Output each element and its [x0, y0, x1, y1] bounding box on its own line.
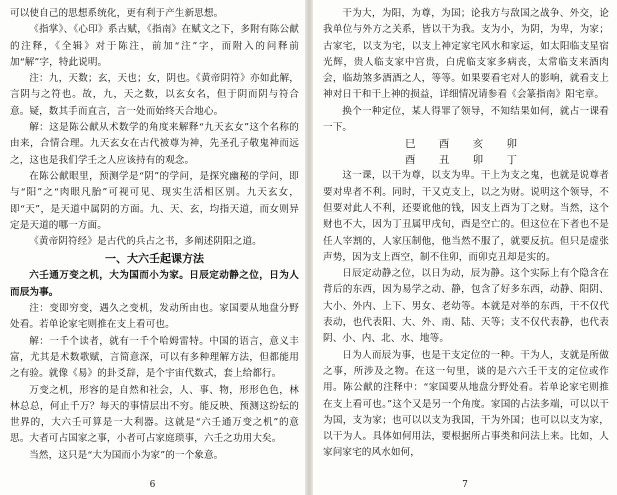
right-page-text: [323, 6, 609, 462]
paragraph: 当然，这只是“大为国而小为家”的一个象意。: [29, 449, 224, 461]
paragraph: 换个一种定位，某人得罪了领导，不知结果如何，就占一课看一下。: [323, 105, 609, 134]
left-page: [0, 0, 305, 495]
paragraph: 在陈公献眼里，预测学是“阴”的学问，是探究幽秘的学问，即与“阳”之“肉眼凡胎”可视可见、现实生活相区别。九天玄女，即“天”，是天道中属阴的方面。九、天、玄，均指天道，而女则异定是天道的哪一方面。: [10, 170, 299, 231]
bold-verse: 六壬通万变之机，大为国而小为家。日辰定动静之位，日为人而辰为事。: [10, 270, 299, 298]
paragraph: 注：变即穷变，遇久之变机，发动所由也。家国要从地盘分野处看。若单论家宅则推在支上看可也。: [10, 303, 299, 331]
paragraph: 解：一千个读者，就有一千个哈姆雷特。中国的语言，意义丰富，尤其是术数歌赋，言简意深，可以有多种理解方法，但都能用之有验。就像《易》的卦爻辞，是个宇宙代数式，套上给都行。: [10, 335, 299, 380]
paragraph: 万变之机，形容的是自然和社会，人、事、物，形形色色，林林总总，何止千万？每天的事情层出不穷。能反映、预测这纷纭的世界的，大六壬可算是一大利器。这就是“六壬通万变之机”的意思。大者可占国家之事，小者可占家庭琐事，六壬之功用大矣。: [10, 384, 299, 445]
paragraph: 可以使自己的思想系统化，更有利于产生新思想。: [10, 8, 224, 19]
paragraph: 这一课，以干为尊，以支为卑。干上为支之鬼，也就是说尊者要对卑者不利。同时，干又克支上，以之为财。说明这个领导，不但要对此人不利，还要讹他的钱，因支上酉为丁之财。当然，这个财也不大，因为丁丑属甲戌旬，酉是空亡的。但这位在下者也不是任人宰割的，人家压制他，他当然不服了，就要反抗。但只是虚张声势，因为支上酉空，制不住卯，而卯克丑却是实的。: [323, 170, 609, 263]
page-number: 6: [149, 480, 156, 490]
paragraph: 注：九，天数；玄，天也；女，阴也。《黄帝阴符》亦如此解，言阴与之符也。故，九，天之数，以玄女名，但于阴而阴与符合意。疑，数其手而直言，言一处而始终天合地心。: [10, 73, 299, 117]
page-number: 7: [462, 480, 468, 490]
divination-chart-row: 巳 酉 亥 卯: [404, 138, 527, 151]
section-title: 一、大六壬起课方法: [105, 252, 204, 266]
paragraph: 《指掌》、《心印》系古赋，《指南》在赋文之下，多附有陈公献的注释，《全辑》对于陈注，前加“注”字，而附入的问释前加“解”字，特此说明。: [10, 24, 299, 68]
paragraph: 解：这是陈公献从术数学的角度来解释“九天玄女”这个名称的由来，合情合理。九天玄女在古代被尊为神，先圣孔子敬鬼神而远之，这也是我们学壬之人应该持有的观念。: [10, 122, 299, 166]
right-page: [313, 0, 617, 495]
book-gutter: [305, 0, 313, 495]
paragraph: 日为人而辰为事，也是干支定位的一种。干为人，支就是所做之事，所涉及之物。在这一句里，谈的是六六壬干支的定位或作用。陈公献的注释中：“家国要从地盘分野处看。若单论家宅则推在支上看可也。”这个又是另一个角度。家国的占法多端，可以以干为国，支为家；也可以以支为我国，干为外国；也可以以支为家，以干为人。具体如何用法，要根据所占事类和问法上来。比如，人家问家宅的风水如何，: [323, 349, 609, 459]
left-page-text: [10, 6, 299, 464]
paragraph: 日辰定动静之位，以日为动，辰为静。这个实际上有个隐含在背后的东西，因为易学之动、静，包含了好多东西，动静、阳阴、大小、外内、上下、男女、老幼等。本就是对举的东西，干不仅代表动，也代表阳、大、外、南、陆、天等；支不仅代表静，也代表阴、小、内、北、水、地等。: [323, 268, 609, 345]
divination-chart-row: 酉 丑 卯 丁: [404, 154, 527, 167]
paragraph: 干为大，为阳，为尊，为国；论我方与敌国之战争、外交，论我单位与外方之关系，皆以干为我。支为小，为阴，为卑，为家；古家宅，以支为宅，以支上神定家宅风水和家运，如太阳临支星宿光辉，贵人临支家中宫贵，白虎临支家多病丧，太常临支来酒肉会，临劫煞多酒酒之人，等等。如果要看宅对人的影响，就看支上神对日干和干上神的损益，详细情况请参看《会篆指南》阳宅章。: [323, 8, 609, 101]
paragraph: 《黄帝阴符经》是古代的兵占之书，多阐述阴阳之道。: [29, 236, 262, 248]
